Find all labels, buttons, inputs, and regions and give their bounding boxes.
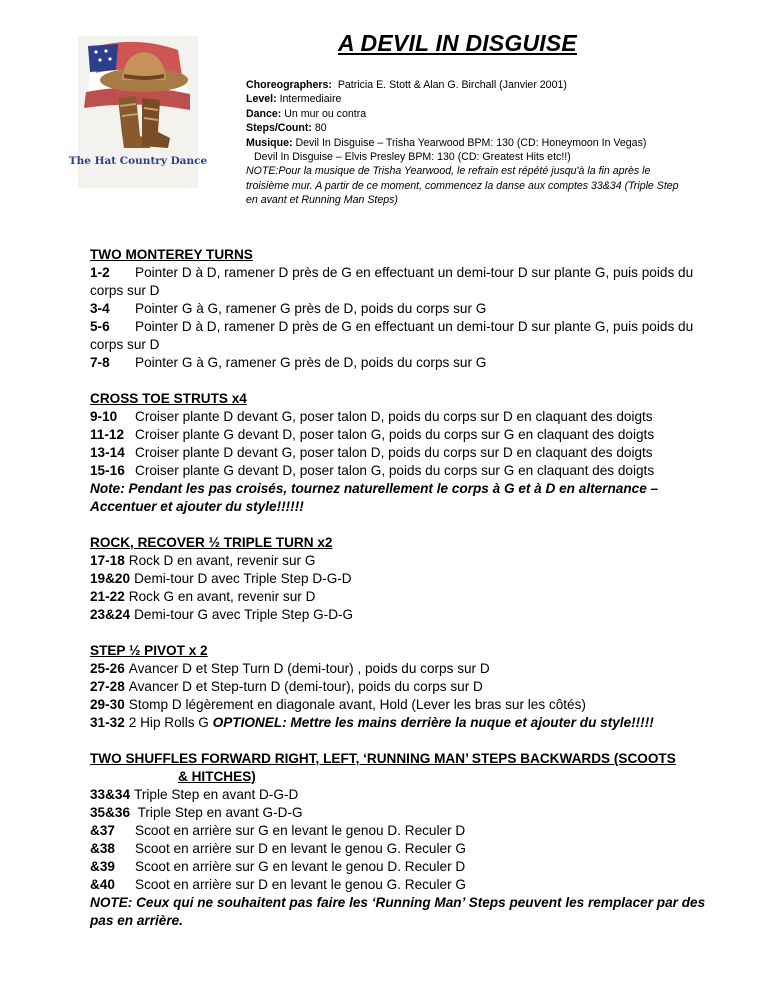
- step-count: 17-18: [90, 553, 125, 568]
- section-title: TWO MONTEREY TURNS: [90, 247, 253, 262]
- step-text: Rock D en avant, revenir sur G: [128, 553, 316, 568]
- section-shuffles-running-man: [90, 750, 720, 930]
- step-text: Scoot en arrière sur G en levant le genou D. Reculer D: [135, 859, 466, 874]
- step-count: 15-16: [90, 463, 125, 478]
- step-emphasis: OPTIONEL: Mettre les mains derrière la nuque et ajouter du style!!!!!: [212, 715, 654, 730]
- step-row: [90, 606, 720, 624]
- steps-label: Steps/Count:: [246, 122, 312, 135]
- logo-illustration: [68, 36, 208, 188]
- step-row: [90, 426, 720, 444]
- step-text: Scoot en arrière sur D en levant le genou G. Reculer G: [135, 841, 466, 856]
- step-count: 5-6: [90, 319, 110, 334]
- step-row: [90, 552, 720, 570]
- choreographers-label: Choreographers:: [246, 79, 332, 91]
- step-sheet: [90, 246, 720, 948]
- step-row: [90, 858, 720, 876]
- choreographers-value: Patricia E. Stott & Alan G. Birchall (Janvier 2001): [337, 79, 567, 91]
- step-row: [90, 354, 720, 372]
- step-row: [90, 264, 720, 300]
- step-count: &37: [90, 823, 115, 838]
- step-row: [90, 786, 720, 804]
- step-text: Scoot en arrière sur D en levant le genou G. Reculer G: [135, 877, 466, 892]
- step-count: 33&34: [90, 787, 131, 802]
- section-title-line-1: TWO SHUFFLES FORWARD RIGHT, LEFT, ‘RUNNING MAN’ STEPS BACKWARDS (SCOOTS: [90, 751, 676, 766]
- section-monterey-turns: [90, 246, 720, 372]
- step-row: [90, 876, 720, 894]
- step-text: Croiser plante G devant D, poser talon G, poids du corps sur G en claquant des doigts: [135, 463, 655, 478]
- step-row: [90, 444, 720, 462]
- step-count: 29-30: [90, 697, 125, 712]
- musique-label: Musique:: [246, 136, 293, 149]
- logo-caption-graphic: The Hat Country Dance: [68, 155, 208, 167]
- step-count: 11-12: [90, 427, 125, 442]
- step-count: 1-2: [90, 265, 110, 280]
- musique-value-1: Devil In Disguise – Trisha Yearwood BPM: 130 (CD: Honeymoon In Vegas): [295, 136, 647, 149]
- step-text: Scoot en arrière sur G en levant le genou D. Reculer D: [135, 823, 466, 838]
- step-row: [90, 660, 720, 678]
- step-row: [90, 678, 720, 696]
- step-row: [90, 570, 720, 588]
- step-count: 25-26: [90, 661, 125, 676]
- step-count: &40: [90, 877, 115, 892]
- step-row: [90, 822, 720, 840]
- step-count: 27-28: [90, 679, 125, 694]
- step-count: 9-10: [90, 409, 118, 424]
- section-title: ROCK, RECOVER ½ TRIPLE TURN x2: [90, 535, 333, 550]
- step-row: [90, 840, 720, 858]
- section-title-line-2: & HITCHES): [178, 769, 256, 784]
- section-title: CROSS TOE STRUTS x4: [90, 391, 247, 406]
- musique-row: [246, 136, 716, 150]
- step-text: Demi-tour D avec Triple Step D-G-D: [134, 571, 352, 586]
- step-text: Pointer G à G, ramener G près de D, poids du corps sur G: [135, 355, 487, 370]
- section-step-pivot: [90, 642, 720, 732]
- section-cross-toe-struts: [90, 390, 720, 516]
- step-text: Rock G en avant, revenir sur D: [128, 589, 316, 604]
- step-text: Triple Step en avant G-D-G: [134, 805, 303, 820]
- step-text: Avancer D et Step Turn D (demi-tour) , poids du corps sur D: [128, 661, 490, 676]
- choreographers-row: [246, 78, 716, 92]
- step-text: Avancer D et Step-turn D (demi-tour), poids du corps sur D: [128, 679, 483, 694]
- level-value: Intermediaire: [279, 93, 342, 106]
- step-row: [90, 300, 720, 318]
- section-title: STEP ½ PIVOT x 2: [90, 643, 208, 658]
- step-text: Demi-tour G avec Triple Step G-D-G: [134, 607, 354, 622]
- step-count: 21-22: [90, 589, 125, 604]
- step-text: Pointer G à G, ramener G près de D, poids du corps sur G: [135, 301, 487, 316]
- music-note: NOTE:Pour la musique de Trisha Yearwood, le refrain est répété jusqu'à la fin après le troisième mur. A partir de ce moment, commencez la danse aux comptes 33&34 (Triple Step en avant et Running Man Steps): [246, 165, 679, 207]
- step-count: 19&20: [90, 571, 131, 586]
- level-row: [246, 92, 716, 106]
- step-row: [90, 408, 720, 426]
- step-text: Triple Step en avant D-G-D: [134, 787, 299, 802]
- step-text: Pointer D à D, ramener D près de G en effectuant un demi-tour D sur plante G, puis poids du corps sur D: [90, 319, 694, 352]
- musique-row-2: [246, 150, 716, 164]
- section-title: [90, 750, 720, 786]
- step-count: 7-8: [90, 355, 110, 370]
- dance-value: Un mur ou contra: [284, 107, 367, 120]
- cowboy-hat-logo: [68, 36, 208, 188]
- step-text: Pointer D à D, ramener D près de G en effectuant un demi-tour D sur plante G, puis poids du corps sur D: [90, 265, 694, 298]
- dance-row: [246, 107, 716, 121]
- step-row: [90, 588, 720, 606]
- step-text: 2 Hip Rolls G: [128, 715, 209, 730]
- step-count: 3-4: [90, 301, 110, 316]
- step-text: Stomp D légèrement en diagonale avant, Hold (Lever les bras sur les côtés): [128, 697, 586, 712]
- level-label: Level:: [246, 93, 277, 106]
- section-note: NOTE: Ceux qui ne souhaitent pas faire les ‘Running Man’ Steps peuvent les remplacer par des pas en arrière.: [90, 895, 706, 928]
- step-text: Croiser plante D devant G, poser talon D, poids du corps sur D en claquant des doigts: [135, 445, 653, 460]
- step-count: &38: [90, 841, 115, 856]
- section-rock-recover: [90, 534, 720, 624]
- step-count: 31-32: [90, 715, 125, 730]
- step-row: [90, 714, 720, 732]
- steps-row: [246, 121, 716, 135]
- step-row: [90, 462, 720, 480]
- section-note: Note: Pendant les pas croisés, tournez naturellement le corps à G et à D en alternance – Accentuer et ajouter du style!!!!!!: [90, 481, 659, 514]
- step-count: 13-14: [90, 445, 125, 460]
- dance-metadata: [246, 78, 716, 208]
- step-row: [90, 318, 720, 354]
- steps-value: 80: [314, 122, 327, 135]
- dance-label: Dance:: [246, 107, 282, 120]
- step-row: [90, 696, 720, 714]
- step-count: 35&36: [90, 805, 131, 820]
- musique-value-2: Devil In Disguise – Elvis Presley BPM: 130 (CD: Greatest Hits etc!!): [254, 151, 571, 164]
- step-text: Croiser plante G devant D, poser talon G, poids du corps sur G en claquant des doigts: [135, 427, 655, 442]
- step-text: Croiser plante D devant G, poser talon D, poids du corps sur D en claquant des doigts: [135, 409, 653, 424]
- step-count: &39: [90, 859, 115, 874]
- step-row: [90, 804, 720, 822]
- step-count: 23&24: [90, 607, 131, 622]
- page-title: A DEVIL IN DISGUISE: [338, 30, 577, 56]
